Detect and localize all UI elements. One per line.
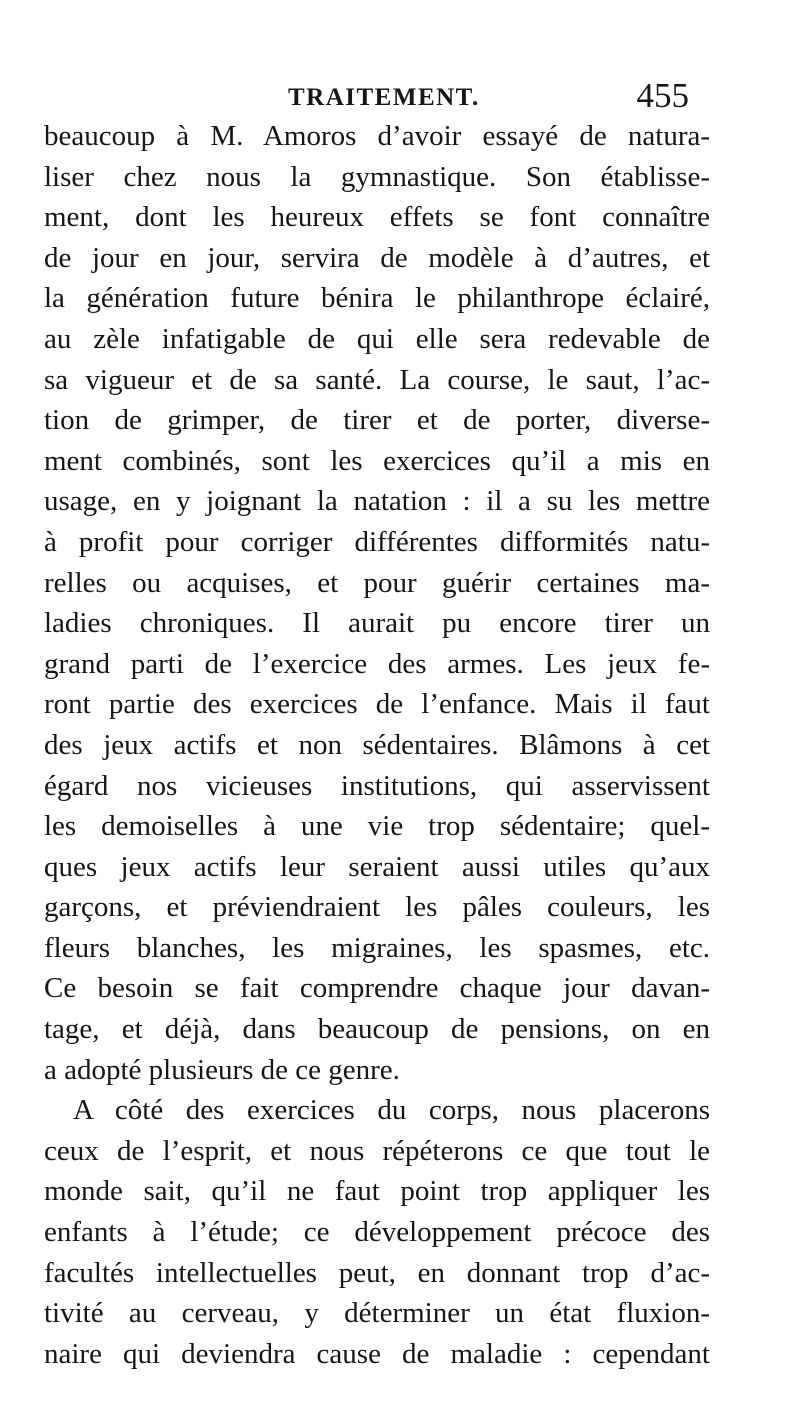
text-line: liser chez nous la gymnastique. Son établisse- bbox=[44, 160, 710, 193]
text-line: ques jeux actifs leur seraient aussi utiles qu’aux bbox=[44, 850, 710, 883]
text-line: beaucoup à M. Amoros d’avoir essayé de natura- bbox=[44, 120, 710, 152]
text-line: A côté des exercices du corps, nous placerons bbox=[73, 1094, 710, 1127]
text-line: garçons, et préviendraient les pâles couleurs, les bbox=[44, 891, 710, 924]
text-line: sa vigueur et de sa santé. La course, le saut, l’ac- bbox=[44, 363, 710, 396]
text-line: monde sait, qu’il ne faut point trop appliquer les bbox=[44, 1175, 710, 1208]
text-line: tage, et déjà, dans beaucoup de pensions, on en bbox=[44, 1013, 710, 1046]
running-title: TRAITEMENT. bbox=[288, 84, 480, 111]
text-line: de jour en jour, servira de modèle à d’autres, et bbox=[44, 241, 710, 274]
text-line: relles ou acquises, et pour guérir certaines ma- bbox=[44, 566, 710, 599]
text-line: égard nos vicieuses institutions, qui asservissent bbox=[44, 769, 710, 802]
text-line: grand parti de l’exercice des armes. Les jeux fe- bbox=[44, 647, 710, 680]
text-line: la génération future bénira le philanthrope éclairé, bbox=[44, 282, 710, 315]
text-line: ment combinés, sont les exercices qu’il a mis en bbox=[44, 444, 710, 477]
text-line: à profit pour corriger différentes difformités natu- bbox=[44, 525, 710, 558]
text-line: a adopté plusieurs de ce genre. bbox=[44, 1053, 400, 1086]
text-line: Ce besoin se fait comprendre chaque jour davan- bbox=[44, 972, 710, 1005]
text-line: ladies chroniques. Il aurait pu encore tirer un bbox=[44, 607, 710, 640]
text-line: facultés intellectuelles peut, en donnant trop d’ac- bbox=[44, 1256, 710, 1289]
text-line: naire qui deviendra cause de maladie : cependant bbox=[44, 1337, 710, 1370]
text-line: tion de grimper, de tirer et de porter, diverse- bbox=[44, 404, 710, 437]
text-line: ment, dont les heureux effets se font connaître bbox=[44, 201, 710, 234]
text-line: enfants à l’étude; ce développement précoce des bbox=[44, 1216, 710, 1249]
text-line: ceux de l’esprit, et nous répéterons ce que tout le bbox=[44, 1134, 710, 1167]
running-head bbox=[0, 76, 801, 116]
body-text bbox=[44, 116, 710, 1374]
text-line: des jeux actifs et non sédentaires. Blâmons à cet bbox=[44, 728, 710, 761]
text-line: usage, en y joignant la natation : il a su les mettre bbox=[44, 485, 710, 518]
text-line: les demoiselles à une vie trop sédentaire; quel- bbox=[44, 810, 710, 843]
text-line: au zèle infatigable de qui elle sera redevable de bbox=[44, 322, 710, 355]
page-number: 455 bbox=[636, 76, 689, 115]
text-line: fleurs blanches, les migraines, les spasmes, etc. bbox=[44, 931, 710, 964]
text-line: tivité au cerveau, y déterminer un état fluxion- bbox=[44, 1297, 710, 1330]
text-line: ront partie des exercices de l’enfance. Mais il faut bbox=[44, 688, 710, 721]
